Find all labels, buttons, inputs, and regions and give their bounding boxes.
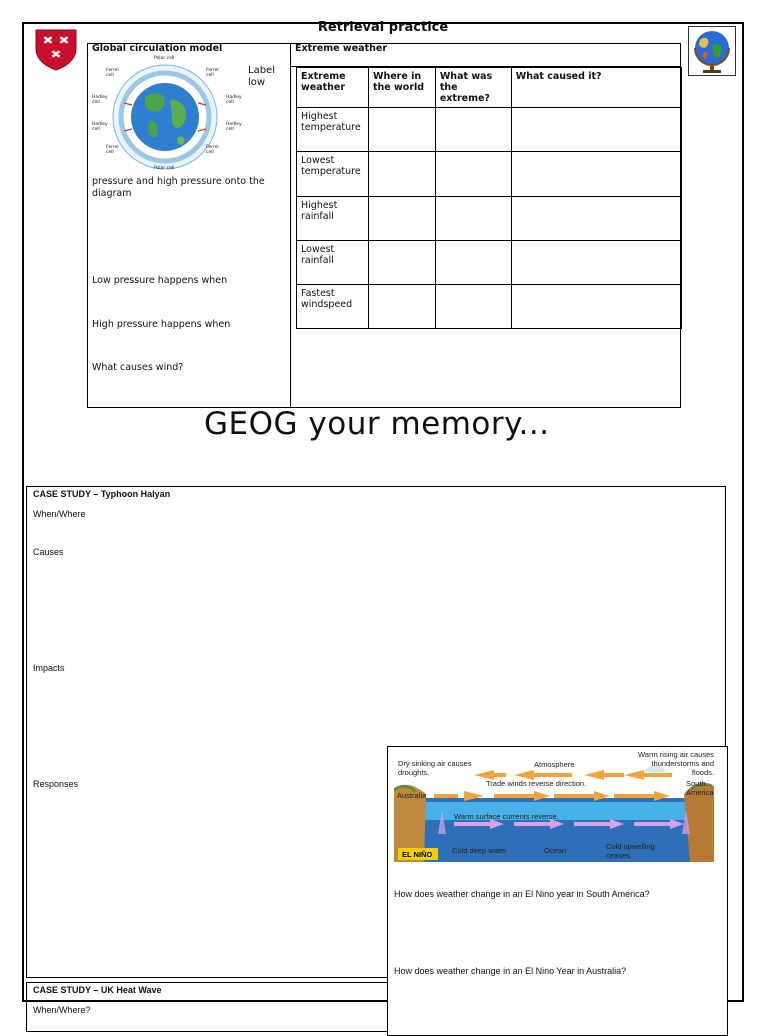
table-cell[interactable]: [511, 197, 681, 241]
table-header: Extreme weather: [297, 68, 369, 108]
label-ferrel-bl: Ferrel cell: [106, 145, 119, 155]
when-where-label: When/Where: [33, 509, 86, 519]
label-hadley-r2: Hadley cell: [226, 122, 242, 132]
causes-label: Causes: [33, 547, 64, 557]
table-row-label: Highest temperature: [297, 108, 369, 152]
label-trade-winds: Trade winds reverse direction.: [486, 779, 587, 788]
table-row-label: Lowest temperature: [297, 152, 369, 197]
table-cell[interactable]: [511, 108, 681, 152]
table-cell[interactable]: [368, 108, 435, 152]
table-cell[interactable]: [511, 285, 681, 329]
globe-icon: [688, 26, 736, 76]
label-cold-upwelling: Cold upwelling ceases.: [606, 842, 655, 860]
label-dry-sinking-air: Dry sinking air causes droughts.: [398, 759, 472, 777]
label-ferrel-br: Ferrel cell: [206, 145, 219, 155]
label-ferrel-tr: Ferrel cell: [206, 68, 219, 78]
label-warm-rising-air: Warm rising air causes thunderstorms and floods.: [638, 750, 714, 777]
page-title: Retrieval practice: [317, 20, 449, 35]
label-ferrel-tl: Ferrel cell: [106, 68, 119, 78]
geog-banner: GEOG your memory...: [204, 406, 550, 442]
school-crest-icon: [33, 27, 79, 71]
label-ocean: Ocean: [544, 846, 567, 855]
label-polar-top: Polar cell: [154, 56, 175, 61]
high-pressure-prompt: High pressure happens when: [92, 319, 231, 330]
wind-prompt: What causes wind?: [92, 362, 184, 373]
table-row-label: Fastest windspeed: [297, 285, 369, 329]
table-header: Where in the world: [368, 68, 435, 108]
el-nino-diagram: [394, 750, 714, 862]
low-pressure-prompt: Low pressure happens when: [92, 275, 228, 286]
column-divider: [290, 43, 291, 408]
label-polar-bottom: Polar cell: [154, 166, 175, 171]
extreme-weather-table: [296, 67, 682, 329]
el-nino-question-south-america: How does weather change in an El Nino year in South America?: [394, 889, 650, 899]
label-cold-deep-water: Cold deep water: [452, 846, 507, 855]
label-hadley-r1: Hadley cell: [226, 95, 242, 105]
label-australia: Australia: [397, 791, 427, 800]
table-header: What caused it?: [511, 68, 681, 108]
case-study-typhoon-title: CASE STUDY – Typhoon Halyan: [33, 489, 171, 499]
table-cell[interactable]: [368, 197, 435, 241]
table-cell[interactable]: [511, 241, 681, 285]
label-hadley-l2: Hadley cell: [92, 122, 108, 132]
table-row-label: Highest rainfall: [297, 197, 369, 241]
label-instruction: pressure and high pressure onto the diagram: [92, 176, 265, 199]
table-cell[interactable]: [435, 285, 511, 329]
table-cell[interactable]: [511, 152, 681, 197]
label-instruction-start: Label low: [248, 65, 275, 88]
extreme-weather-heading: Extreme weather: [295, 43, 387, 54]
gcm-heading: Global circulation model: [92, 43, 223, 54]
table-cell[interactable]: [368, 241, 435, 285]
heatwave-when-where-label: When/Where?: [33, 1005, 91, 1015]
case-study-heatwave-title: CASE STUDY – UK Heat Wave: [33, 985, 162, 995]
table-cell[interactable]: [435, 152, 511, 197]
el-nino-question-australia: How does weather change in an El Nino Year in Australia?: [394, 966, 627, 976]
table-cell[interactable]: [368, 152, 435, 197]
responses-label: Responses: [33, 779, 79, 789]
table-cell[interactable]: [435, 197, 511, 241]
table-row-label: Lowest rainfall: [297, 241, 369, 285]
impacts-label: Impacts: [33, 663, 65, 673]
label-south-america: South America: [686, 779, 714, 797]
table-cell[interactable]: [368, 285, 435, 329]
label-warm-surface: Warm surface currents reverse.: [454, 812, 559, 821]
label-hadley-l1: Hadley cell: [92, 95, 108, 105]
table-cell[interactable]: [435, 108, 511, 152]
el-nino-tag: EL NIÑO: [402, 850, 433, 859]
table-cell[interactable]: [435, 241, 511, 285]
table-header: What was the extreme?: [435, 68, 511, 108]
label-atmosphere: Atmosphere: [534, 760, 575, 769]
global-circulation-diagram: [90, 55, 240, 175]
